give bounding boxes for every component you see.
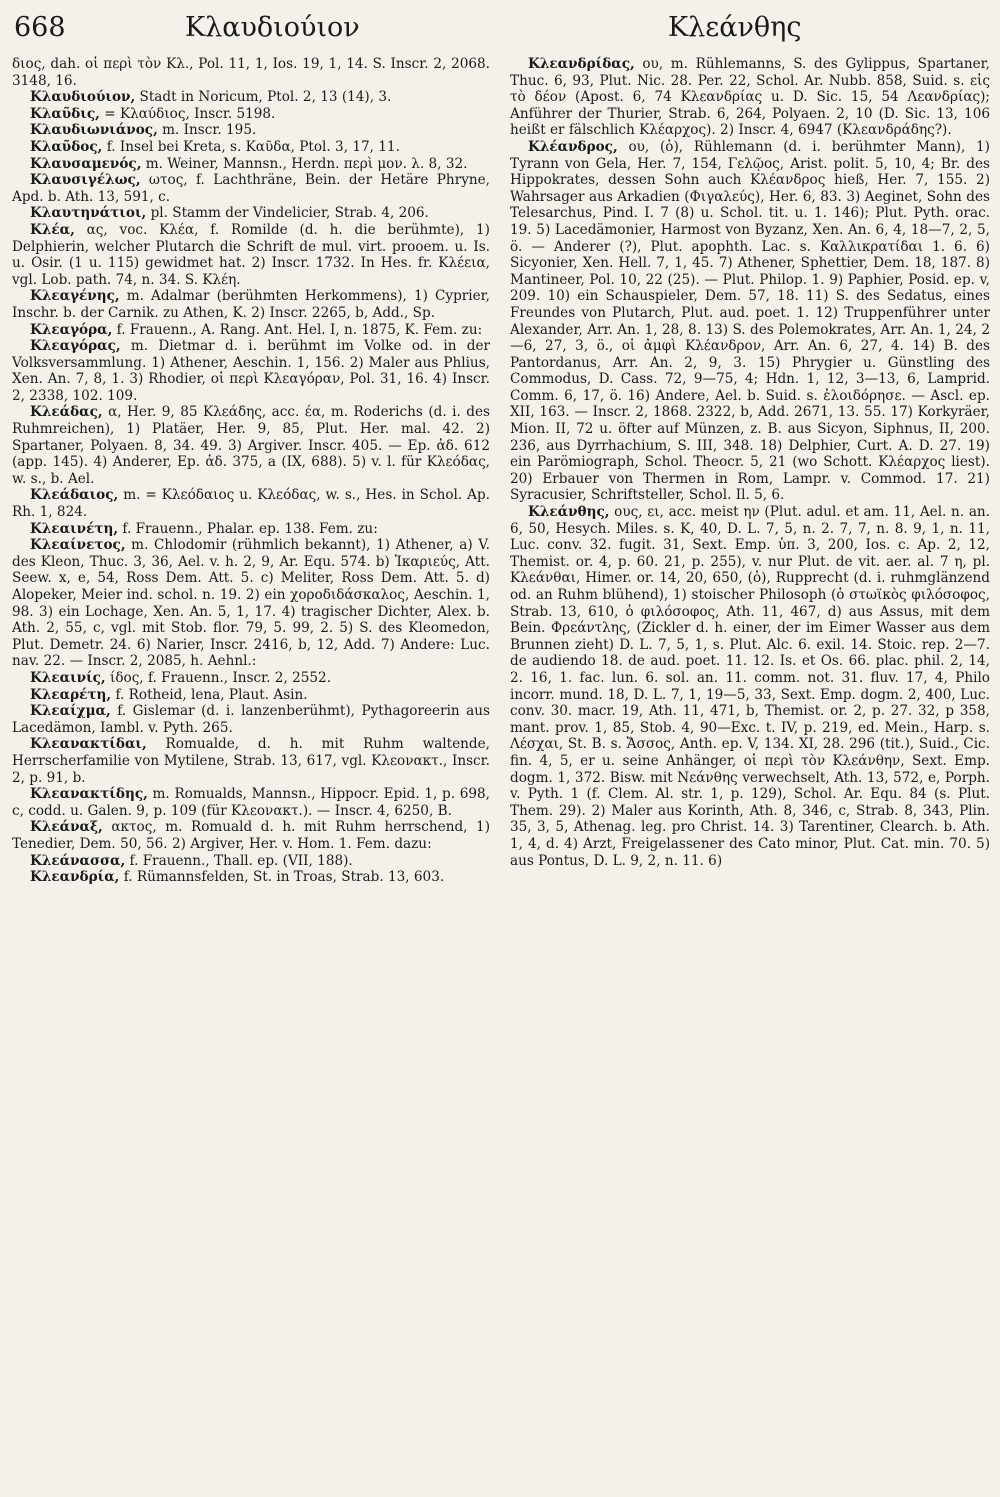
left-running-head: Κλαυδιούιον — [185, 12, 360, 43]
entry-headword: Κλέανδρος, — [528, 138, 618, 155]
dictionary-entry — [12, 122, 490, 139]
entry-text: m. = Κλεόδαιος u. Κλεόδας, w. s., Hes. in Schol. Ap. Rh. 1, 824. — [12, 487, 490, 521]
entry-text: Romualde, d. h. mit Ruhm waltende, Herrscherfamilie von Mytilene, Strab. 13, 617, vgl. Κλεονακτ., Inscr. 2, p. 91, b. — [12, 736, 490, 786]
entry-headword: Κλαῦδις, — [30, 105, 100, 122]
dictionary-entry — [12, 819, 490, 852]
entry-text: m. Weiner, Mannsn., Herdn. περὶ μον. λ. 8, 32. — [141, 155, 468, 172]
entry-text: ου, m. Rühlemanns, S. des Gylippus, Spartaner, Thuc. 6, 93, Plut. Nic. 28. Per. 22, Schol. Ar. Nubb. 858, Suid. s. εἰς τὸ δέον (Apost. 6, 74 Κλεανδρίας u. D. Sic. 15, 54 Λεανδρίας); Anführer der Thurier, Strab. 6, 264, Polyaen. 2, 10 (D. Sic. 13, 106 heißt er fälschlich Κλέαρχος). 2) Inscr. 4, 6947 (Κλεανδράδης?). — [510, 56, 990, 139]
entry-text: f. Rümannsfelden, St. in Troas, Strab. 13, 603. — [119, 869, 445, 886]
entry-headword: Κλεάνθης, — [528, 504, 610, 521]
dictionary-entry — [510, 504, 990, 869]
left-column — [12, 56, 490, 886]
entry-text: m. Dietmar d. i. berühmt im Volke od. in der Volksversammlung. 1) Athener, Aeschin. 1, 156. 2) Maler aus Phlius, Xen. An. 7, 8, 1. 3) Rhodier, οἱ περὶ Κλεαγόραν, Pol. 31, 16. 4) Inscr. 2, 2338, 102. 109. — [12, 338, 490, 404]
entry-text: f. Rotheid, lena, Plaut. Asin. — [111, 686, 308, 703]
entry-text: m. Inscr. 195. — [157, 122, 257, 139]
right-running-head: Κλεάνθης — [668, 12, 802, 43]
entry-text: f. Frauenn., A. Rang. Ant. Hel. I, n. 1875, K. Fem. zu: — [112, 321, 483, 338]
dictionary-entry — [12, 322, 490, 339]
entry-text: m. Adalmar (berühmten Herkommens), 1) Cyprier, Inschr. b. der Carnik. zu Athen, K. 2) Inscr. 2265, b, Add., Sp. — [12, 288, 490, 321]
entry-headword: Κλεαγόρα, — [30, 321, 113, 338]
dictionary-entry — [12, 205, 490, 222]
entry-text: f. Frauenn., Thall. ep. (VII, 188). — [125, 852, 353, 869]
right-column — [510, 56, 990, 869]
dictionary-entry — [12, 869, 490, 886]
dictionary-entry — [12, 338, 490, 404]
entry-text: ους, ει, acc. meist ην (Plut. adul. et am. 11, Ael. n. an. 6, 50, Hesych. Miles. s. K, 40, D. L. 7, 5, n. 2. 7, 7, n. 8. 9, 1, n. 11, Luc. conv. 32. fugit. 31, Sext. Emp. ὑπ. 3, 200, Ios. c. Ap. 2, 12, Themist. or. 4, p. 60. 21, p. 255), v. nur Plut. de vit. aer. al. 7 η, pl. Κλεάνθαι, Himer. or. 14, 20, 650, (ὁ), Rupprecht (d. i. ruhmglänzend od. an Ruhm blühend), 1) stoischer Philosoph (ὁ στωϊκὸς φιλόσοφος, Strab. 13, 610, ὁ φιλόσοφος, Ath. 11, 467, d) aus Assus, mit dem Bein. Φρεάντλης, (Zickler d. h. einer, der im Eimer Wasser aus dem Brunnen zieht) D. L. 7, 5, 1, s. Plut. Alc. 6. exil. 14. Stoic. rep. 2—7. de audiendo 18. de aud. poet. 11. 12. Is. et Os. 66. plac. phil. 2, 14, 2. 16, 1. fac. lun. 6. sol. an. 11. comm. not. 31. fluv. 17, 4, Philo incorr. mund. 18, D. L. 7, 1, 19—5, 33, Sext. Emp. dogm. 2, 400, Luc. conv. 30. macr. 19, Ath. 11, 471, b, Themist. or. 2, p. 27. 32, p 358, mant. prov. 1, 85, Stob. 4, 90—Exc. t. IV, p. 219, ed. Mein., Harp. s. Λέσχαι, St. B. s. Ἄσσος, Anth. ep. V, 134. XI, 28. 296 (tit.), Suid., Cic. fin. 4, 5, er u. seine Anhänger, οἱ περὶ τὸν Κλεάνθην, Sext. Emp. dogm. 1, 372. Bisw. mit Νεάνθης verwechselt, Ath. 13, 572, e, Porph. v. Pyth. 1 (f. Clem. Al. str. 1, p. 129), Schol. Ar. Equ. 84 (s. Plut. Them. 29). 2) Maler aus Korinth, Ath. 8, 346, c, Strab. 8, 343, Plin. 35, 3, 5, Athenag. leg. pro Christ. 14. 3) Tarentiner, Clearch. b. Ath. 1, 4, d. 4) Arzt, Freigelassener des Cato minor, Plut. Cat. min. 70. 5) aus Pontus, D. L. 9, 2, n. 11. 6) — [510, 504, 990, 869]
entry-headword: Κλεανακτίδαι, — [30, 736, 147, 753]
entry-headword: Κλαῦδος, — [30, 138, 103, 155]
entry-text: f. Frauenn., Phalar. ep. 138. Fem. zu: — [118, 520, 378, 537]
entry-headword: Κλεαινίς, — [30, 669, 106, 686]
entry-text: Stadt in Noricum, Ptol. 2, 13 (14), 3. — [135, 89, 392, 106]
dictionary-entry — [12, 89, 490, 106]
dictionary-entry — [510, 56, 990, 139]
entry-headword: Κλαυδιωνιάνος, — [30, 122, 158, 139]
dictionary-entry — [12, 853, 490, 870]
dictionary-entry — [12, 56, 490, 89]
entry-headword: Κλεαίχμα, — [30, 703, 111, 720]
entry-headword: Κλεάνασσα, — [30, 852, 126, 869]
entry-text: ωτος, f. Lachthräne, Bein. der Hetäre Phryne, Apd. b. Ath. 13, 591, c. — [12, 172, 490, 205]
dictionary-entry — [12, 106, 490, 123]
entry-headword: Κλαυτηνάτιοι, — [30, 205, 147, 222]
entry-headword: Κλεάδαιος, — [30, 487, 119, 504]
entry-headword: Κλεανακτίδης, — [30, 786, 148, 803]
entry-headword: Κλεάδας, — [30, 404, 103, 421]
dictionary-entry — [12, 156, 490, 173]
entry-headword: Κλεαγένης, — [30, 288, 120, 305]
entry-text: m. Chlodomir (rühmlich bekannt), 1) Athener, a) V. des Kleon, Thuc. 3, 36, Ael. v. h. 2, 9, Ar. Equ. 574. b) Ἰκαριεύς, Att. Seew. x, e, 54, Ross Dem. Att. 5. c) Meliter, Ross Dem. Att. 5. d) Alopeker, Meier ind. schol. n. 19. 2) ein χοροδιδάσκαλος, Aeschin. 1, 98. 3) ein Lochage, Xen. An. 5, 1, 17. 4) tragischer Dichter, Alex. b. Ath. 2, 55, c, vgl. mit Stob. flor. 79, 5. 99, 2. 5) S. des Kleomedon, Plut. Demetr. 24. 6) Narier, Inscr. 2416, b, 12, Add. 7) Andere: Luc. nav. 22. — Inscr. 2, 2085, h. Aehnl.: — [12, 537, 490, 670]
entry-text: διος, dah. οἱ περὶ τὸν Κλ., Pol. 11, 1, Ios. 19, 1, 14. S. Inscr. 2, 2068. 3148, 16. — [12, 56, 490, 89]
entry-text: ου, (ὁ), Rühlemann (d. i. berühmter Mann), 1) Tyrann von Gela, Her. 7, 154, Γελῷος, Arist. polit. 5, 10, 4; Br. des Hippokrates, dessen Sohn auch Κλέανδρος hieß, Her. 7, 155. 2) Wahrsager aus Arkadien (Φιγαλεύς), Her. 6, 83. 3) Aeginet, Sohn des Telesarchus, Pind. I. 7 (8) u. Schol. tit. u. 1. 146); Plut. Pyth. orac. 19. 5) Lacedämonier, Harmost von Byzanz, Xen. An. 6, 4, 18—7, 2, 5, ö. — Anderer (?), Plut. apophth. Lac. s. Καλλικρατίδαι 1. 6. 6) Sicyonier, Xen. Hell. 7, 1, 45. 7) Athener, Sphettier, Dem. 18, 187. 8) Mantineer, Pol. 10, 22 (25). — Plut. Philop. 1. 9) Paphier, Posid. ep. v, 209. 10) ein Schauspieler, Dem. 57, 18. 11) S. des Sedatus, eines Freundes von Plutarch, Plut. aud. poet. 1. 12) Truppenführer unter Alexander, Arr. An. 1, 28, 8. 13) S. des Polemokrates, Arr. An. 1, 24, 2—6, 27, 3, ö., οἱ ἀμφὶ Κλέανδρον, Arr. An. 6, 27, 4. 14) B. des Pantordanus, Arr. An. 2, 9, 3. 15) Phrygier u. Günstling des Commodus, D. Cass. 72, 9—75, 4; Hdn. 1, 12, 3—13, 6, Lamprid. Comm. 6, 17, ö. 16) Andere, Ael. b. Suid. s. ἐλοιδόρησε. — Ascl. ep. XII, 163. — Inscr. 2, 1868. 2322, b, Add. 2671, 13. 55. 17) Korkyräer, Mion. II, 72 u. öfter auf Münzen, z. B. aus Sicyon, Siphnus, II, 200. 236, aus Dyrrhachium, S. III, 348. 18) Delphier, Curt. A. D. 27. 19) ein Parömiograph, Schol. Theocr. 5, 21 (wo Schott. Κλέαρχος liest). 20) Erbauer von Thermen in Rom, Lampr. v. Commod. 17. 21) Syracusier, Schriftsteller, Schol. Il. 5, 6. — [510, 138, 990, 504]
entry-headword: Κλεάναξ, — [30, 819, 103, 836]
entry-headword: Κλαυσαμενός, — [30, 155, 142, 172]
entry-headword: Κλέα, — [30, 221, 75, 238]
entry-text: ακτος, m. Romuald d. h. mit Ruhm herrschend, 1) Tenedier, Dem. 50, 56. 2) Argiver, Her. v. Hom. 1. Fem. dazu: — [12, 819, 490, 852]
entry-text: m. Romualds, Mannsn., Hippocr. Epid. 1, p. 698, c, codd. u. Galen. 9, p. 109 (für Κλεονακτ.). — Inscr. 4, 6250, B. — [12, 786, 490, 819]
entry-text: pl. Stamm der Vindelicier, Strab. 4, 206. — [146, 205, 429, 222]
entry-text: ίδος, f. Frauenn., Inscr. 2, 2552. — [105, 669, 332, 686]
entry-headword: Κλαυσιγέλως, — [30, 172, 141, 189]
page-header — [0, 12, 1000, 52]
entry-text: f. Insel bei Kreta, s. Καῦδα, Ptol. 3, 17, 11. — [102, 138, 400, 155]
dictionary-entry — [12, 288, 490, 321]
dictionary-entry — [12, 222, 490, 288]
dictionary-entry — [12, 703, 490, 736]
dictionary-entry — [12, 487, 490, 520]
entry-headword: Κλεαγόρας, — [30, 338, 121, 355]
entry-headword: Κλεαινέτη, — [30, 520, 119, 537]
entry-text: f. Gislemar (d. i. lanzenberühmt), Pythagoreerin aus Lacedämon, Iambl. v. Pyth. 265. — [12, 703, 490, 736]
dictionary-entry — [12, 687, 490, 704]
dictionary-entry — [510, 139, 990, 504]
entry-headword: Κλεανδρία, — [30, 869, 120, 886]
entry-headword: Κλεανδρίδας, — [528, 56, 635, 72]
entry-headword: Κλεαίνετος, — [30, 537, 126, 554]
dictionary-entry — [12, 736, 490, 786]
entry-text: α, Her. 9, 85 Κλεάδης, acc. έα, m. Roderichs (d. i. des Ruhmreichen), 1) Platäer, Her. 9, 85, Plut. Her. mal. 42. 2) Spartaner, Polyaen. 8, 34. 49. 3) Argiver. Inscr. 405. — Ep. ἀδ. 612 (app. 145). 4) Anderer, Ep. ἀδ. 375, a (IX, 688). 5) v. l. für Κλεόδας, w. s., b. Ael. — [12, 404, 490, 487]
dictionary-entry — [12, 537, 490, 670]
entry-headword: Κλεαρέτη, — [30, 686, 112, 703]
entry-text: ας, voc. Κλέα, f. Romilde (d. h. die berühmte), 1) Delphierin, welcher Plutarch die Schrift de mul. virt. prooem. u. Is. u. Osir. (1 u. 115) gewidmet hat. 2) Inscr. 1732. In Hes. fr. Κλέεια, vgl. Lob. path. 74, n. 34. S. Κλέη. — [12, 221, 490, 288]
dictionary-entry — [12, 521, 490, 538]
dictionary-entry — [12, 404, 490, 487]
dictionary-entry — [12, 172, 490, 205]
dictionary-entry — [12, 786, 490, 819]
dictionary-entry — [12, 139, 490, 156]
page-number: 668 — [14, 12, 66, 43]
dictionary-entry — [12, 670, 490, 687]
entry-text: = Κλαύδιος, Inscr. 5198. — [99, 105, 276, 122]
entry-headword: Κλαυδιούιον, — [30, 89, 136, 106]
